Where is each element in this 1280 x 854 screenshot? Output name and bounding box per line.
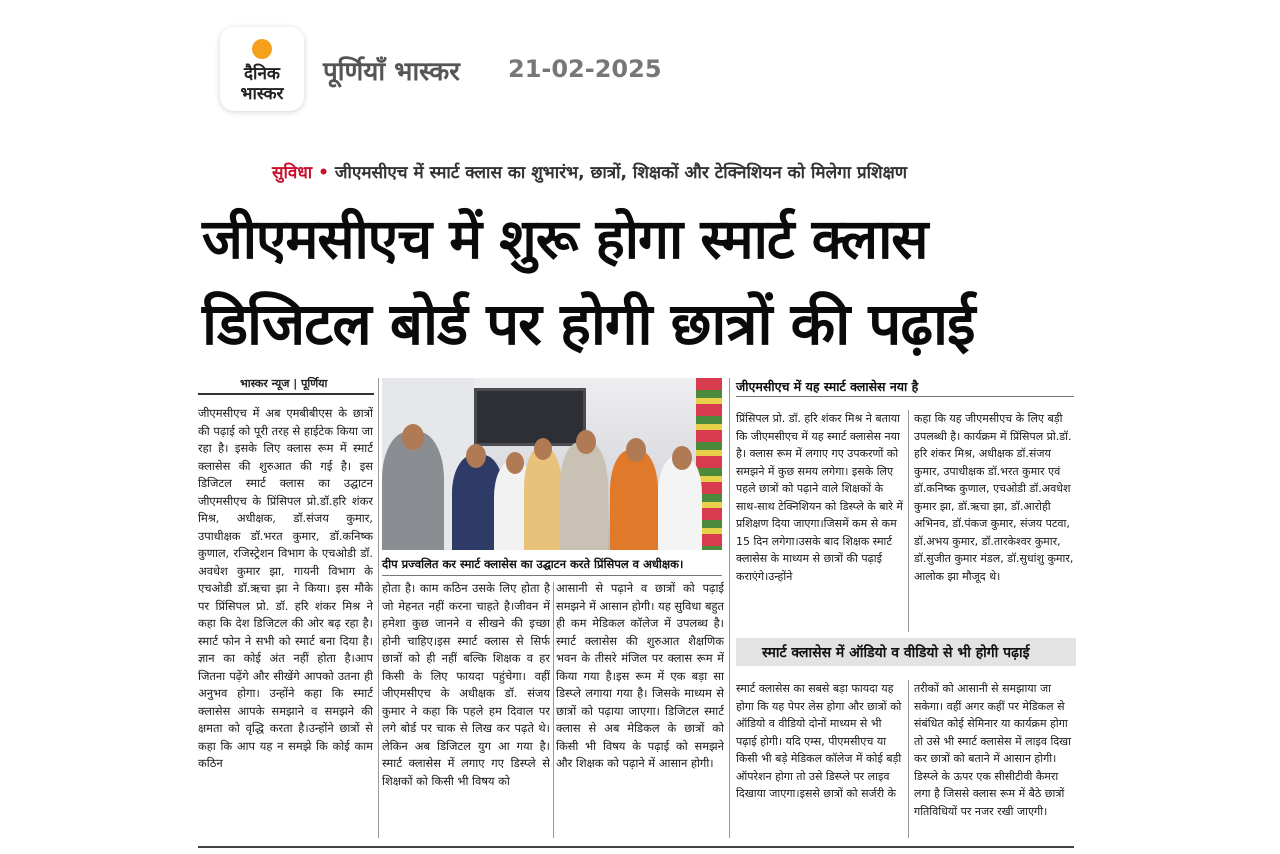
- logo-line-2: भास्कर: [240, 84, 284, 104]
- photo-display-screen: [474, 388, 586, 446]
- logo-line-1: दैनिक: [244, 64, 280, 84]
- article-column-3: आसानी से पढ़ाने व छात्रों को पढ़ाई समझने में आसान होगी। यह सुविधा बहुत ही कम मेडिकल कॉलेज में उपलब्ध है। स्मार्ट क्लासेस की शुरुआत शैक्षणिक भवन के तीसरे मंजिल पर क्लास रूम में किया गया है।इस रूम में एक बड़ा सा डिस्प्ले लगाया गया है। जिसके माध्यम से छात्रों को पढ़ाया जाएगा। डिजिटल स्मार्ट क्लास से अब मेडिकल के छात्रों को किसी भी विषय के पढ़ाई को समझने और शिक्षक को पढ़ाने में आसान होगी।: [556, 581, 724, 770]
- column-divider: [908, 680, 909, 838]
- article-column-1: जीएमसीएच में अब एमबीबीएस के छात्रों की पढ़ाई को पूरी तरह से हाईटेक किया जा रहा है। इसके लिए क्लास रूम में स्मार्ट क्लासेस की शुरुआत की गई है। इस डिजिटल स्मार्ट क्लास का उद्घाटन जीएमसीएच के प्रिंसिपल प्रो.डॉ.हरि शंकर मिश्र, अधीक्षक, डॉ.संजय कुमार, उपाधीक्षक डॉ.भरत कुमार, डॉ.कनिष्क कुणाल, रजिस्ट्रेशन विभाग के एचओडी डॉ. अवधेश कुमार झा, गायनी विभाग के एचओडी डॉ.ऋचा झा ने किया। इस मौके पर प्रिंसिपल प्रो. डॉ. हरि शंकर मिश्र ने कहा कि देश डिजिटल की ओर बढ़ रहा है।स्मार्ट फोन ने सभी को स्मार्ट बना दिया है।ज्ञान का कोई अंत नहीं होता है।आप जितना पढ़ेंगे और सीखेंगे आपको उतना ही अनुभव होगा। उन्होंने कहा कि स्मार्ट क्लासेस आपके समझाने व समझने की क्षमता को वृद्धि करता है।उन्होंने छात्रों से कहा कि आप यह न समझे कि कोई काम कठिन: [198, 406, 373, 770]
- headline-line-2: डिजिटल बोर्ड पर होगी छात्रों की पढ़ाई: [202, 290, 975, 358]
- photo-person-head: [466, 444, 486, 468]
- photo-person-head: [402, 424, 424, 450]
- caption-rule: [382, 575, 722, 576]
- photo-caption: दीप प्रज्वलित कर स्मार्ट क्लासेस का उद्घाटन करते प्रिंसिपल व अधीक्षक।: [382, 557, 684, 571]
- column-divider: [553, 582, 554, 838]
- photo-person: [524, 448, 562, 550]
- photo-person: [658, 456, 702, 550]
- article-column-2: होता है। काम कठिन उसके लिए होता है जो मेहनत नहीं करना चाहते है।जीवन में हमेशा कुछ जानने व सीखने की इच्छा होनी चाहिए।इस स्मार्ट क्लास से सिर्फ छात्रों को ही नहीं बल्कि शिक्षक व हर किसी के लिए फायदा पहुंचेगा। वहीं जीएमसीएच के अधीक्षक डॉ. संजय कुमार ने कहा कि पहले हम दिवाल पर लगे बोर्ड पर चाक से लिख कर पढ़ते थे। लेकिन अब डिजिटल युग आ गया है। स्मार्ट क्लासेस में लगाए गए डिस्प्ले से शिक्षकों को किसी भी विषय को: [382, 581, 550, 788]
- side-heading-1: जीएमसीएच में यह स्मार्ट क्लासेस नया है: [736, 379, 919, 394]
- kicker-tag: सुविधा •: [272, 163, 329, 183]
- edition-name: पूर्णियाँ भास्कर: [323, 57, 460, 87]
- article-photo: [382, 378, 722, 550]
- bottom-rule: [198, 846, 1074, 848]
- kicker: [272, 160, 907, 183]
- photo-person-head: [626, 438, 646, 462]
- photo-person-head: [534, 438, 552, 460]
- photo-person-head: [506, 452, 524, 474]
- column-divider: [908, 410, 909, 632]
- sun-icon: [252, 39, 272, 59]
- byline-rule: [198, 393, 374, 395]
- side-heading-2: स्मार्ट क्लासेस में ऑडियो व वीडियो से भी होगी पढ़ाई: [736, 638, 1076, 666]
- article-column-4: प्रिंसिपल प्रो. डॉ. हरि शंकर मिश्र ने बताया कि जीएमसीएच में यह स्मार्ट क्लासेस नया है। क्लास रूम में लगाए गए उपकरणों को समझने में कुछ समय लगेगा। इसके लिए पहले छात्रों को पढ़ाने वाले शिक्षकों के साथ-साथ टेक्निशियन को डिस्प्ले के बारे में प्रशिक्षण दिया जाएगा।जिसमें कम से कम 15 दिन लगेगा।उसके बाद शिक्षक स्मार्ट क्लासेस के माध्यम से छात्रों की पढ़ाई कराएंगे।उन्होंने: [736, 412, 903, 583]
- photo-person: [610, 450, 658, 550]
- dainik-bhaskar-logo: [220, 27, 304, 111]
- edition-date: 21-02-2025: [508, 55, 662, 83]
- column-divider: [378, 378, 379, 838]
- headline-line-1: जीएमसीएच में शुरू होगा स्मार्ट क्लास: [202, 207, 928, 271]
- photo-person-head: [672, 446, 692, 470]
- side-heading-rule: [736, 396, 1074, 397]
- byline: भास्कर न्यूज | पूर्णिया: [240, 377, 328, 390]
- photo-person-head: [576, 430, 596, 454]
- kicker-text: जीएमसीएच में स्मार्ट क्लास का शुभारंभ, छात्रों, शिक्षकों और टेक्निशियन को मिलेगा प्रशिक्षण: [334, 163, 908, 183]
- article-column-6: स्मार्ट क्लासेस का सबसे बड़ा फायदा यह होगा कि यह पेपर लेस होगा और छात्रों को ऑडियो व वीडियो दोनों माध्यम से भी पढ़ाई होगी। यदि एम्स, पीएमसीएच या किसी भी बड़े मेडिकल कॉलेज में कोई बड़ी ऑपरेशन होगा तो उसे डिस्प्ले पर लाइव दिखाया जाएगा।इससे छात्रों को सर्जरी के: [736, 682, 902, 800]
- article-column-7: तरीकों को आसानी से समझाया जा सकेगा। वहीं अगर कहीं पर मेडिकल से संबंधित कोई सेमिनार या कार्यक्रम होगा तो उसे भी स्मार्ट क्लासेस में लाइव दिखा कर छात्रों को बताने में आसान होगी। डिस्प्ले के ऊपर एक सीसीटीवी कैमरा लगा है जिससे क्लास रूम में बैठे छात्रों गतिविधियों पर नजर रखी जाएगी।: [914, 682, 1072, 818]
- column-divider: [729, 378, 730, 838]
- photo-person: [560, 442, 608, 550]
- article-column-5: कहा कि यह जीएमसीएच के लिए बड़ी उपलब्धी है। कार्यक्रम में प्रिंसिपल प्रो.डॉ. हरि शंकर मिश्र, अधीक्षक डॉ.संजय कुमार, उपाधीक्षक डॉ.भरत कुमार एवं डॉ.कनिष्क कुणाल, एचओडी डॉ.अवधेश कुमार झा, डॉ.ऋचा झा, डॉ.आरोही अभिनव, डॉ.पंकज कुमार, संजय पटवा, डॉ.अभय कुमार, डॉ.तारकेश्वर कुमार, डॉ.सुजीत कुमार मंडल, डॉ.सुधांशु कुमार, आलोक झा मौजूद थे।: [914, 412, 1074, 583]
